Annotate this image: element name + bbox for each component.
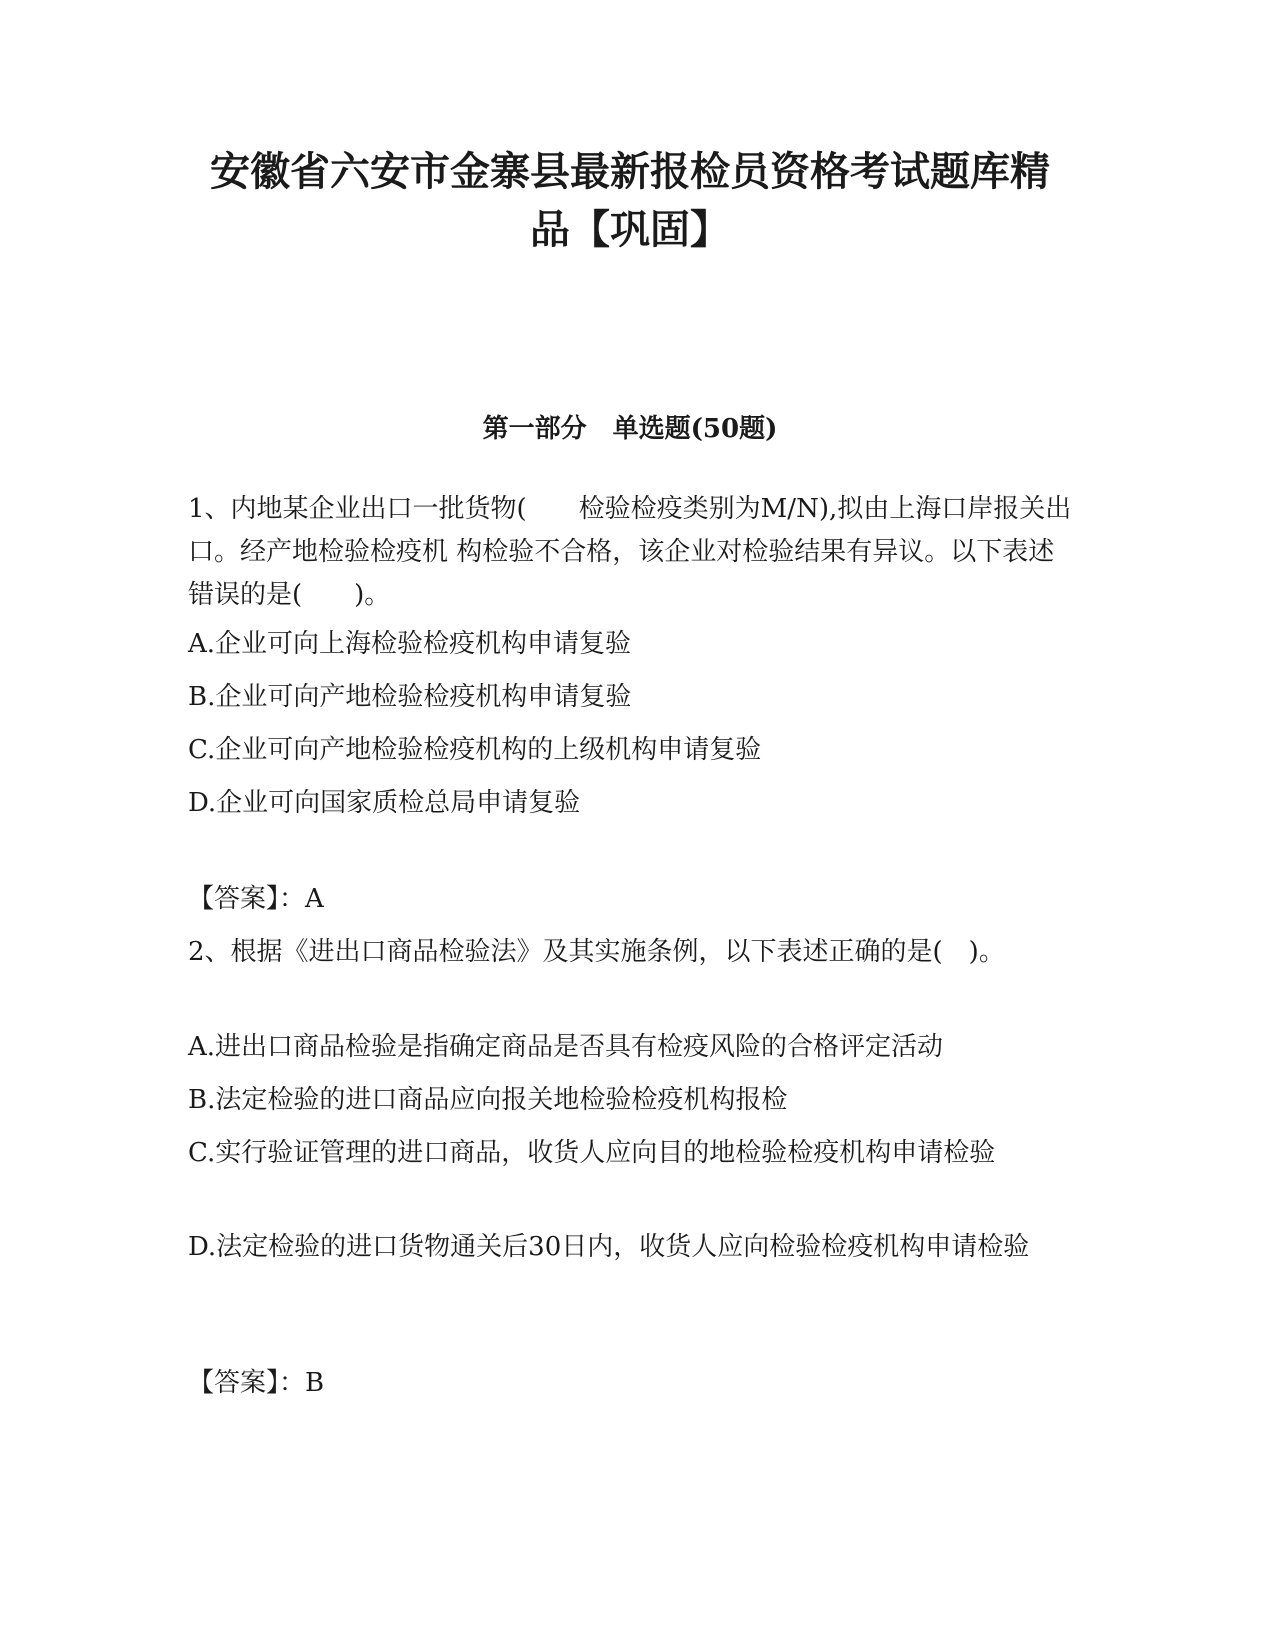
question-2-answer: 【答案】：B	[188, 1368, 325, 1398]
question-1-option-a: A.企业可向上海检验检疫机构申请复验	[188, 629, 632, 659]
question-1-option-b: B.企业可向产地检验检疫机构申请复验	[188, 682, 632, 712]
document-title-line-1: 安徽省六安市金寨县最新报检员资格考试题库精	[210, 149, 1050, 195]
section-heading: 第一部分 单选题(50题)	[482, 414, 778, 444]
document-title-line-2: 品【巩固】	[530, 207, 730, 253]
question-1-option-c: C.企业可向产地检验检疫机构的上级机构申请复验	[188, 735, 762, 765]
question-2-option-d: D.法定检验的进口货物通关后30日内，收货人应向检验检疫机构申请检验	[188, 1232, 1030, 1262]
question-1-stem: 1、内地某企业出口一批货物( 检验检疫类别为M/N),拟由上海口岸报关出口。经产地检验检疫机 构检验不合格，该企业对检验结果有异议。以下表述错误的是( )。	[188, 494, 1072, 610]
question-2-option-a: A.进出口商品检验是指确定商品是否具有检疫风险的合格评定活动	[188, 1032, 944, 1062]
question-2-option-b: B.法定检验的进口商品应向报关地检验检疫机构报检	[188, 1085, 788, 1115]
question-2-option-c: C.实行验证管理的进口商品，收货人应向目的地检验检疫机构申请检验	[188, 1138, 996, 1168]
question-1-option-d: D.企业可向国家质检总局申请复验	[188, 788, 581, 818]
question-1-answer: 【答案】：A	[188, 884, 324, 914]
question-2-stem: 2、根据《进出口商品检验法》及其实施条例，以下表述正确的是( )。	[188, 937, 1005, 967]
